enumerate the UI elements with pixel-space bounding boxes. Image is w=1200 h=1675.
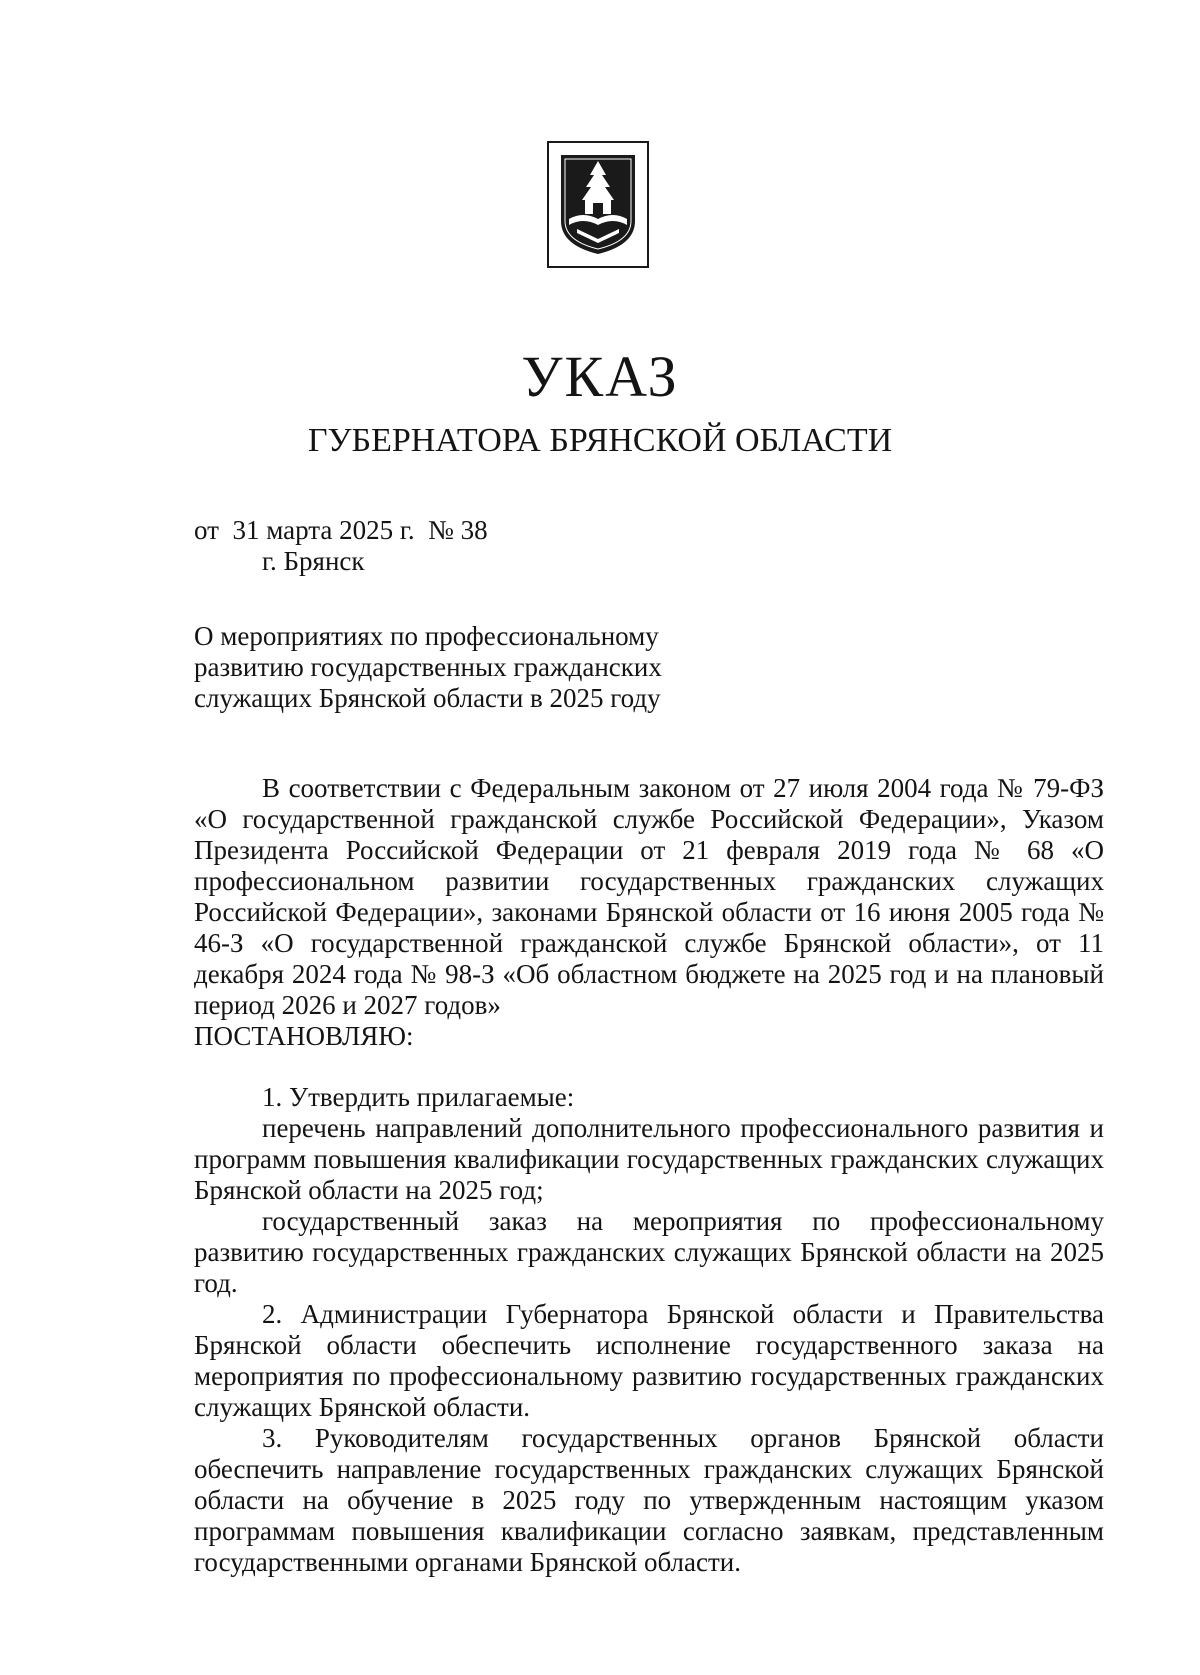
- item-paragraph: 1. Утвердить прилагаемые:: [262, 1082, 575, 1112]
- document-title: УКАЗ: [521, 344, 679, 409]
- preamble-paragraph: В соответствии с Федеральным законом от 27 июля 2004 года № 79-ФЗ «О государственной гражданской службе Российской Федерации», Указом Президента Российской Федерации от 21 февраля 2019 года № 68 «О профессиональном развитии государственных гражданских служащих Российской Федерации», законами Брянской области от 16 июня 2005 года № 46-З «О государственной гражданской службе Брянской области», от 11 декабря 2024 года № 98-З «Об областном бюджете на 2025 год и на плановый период 2026 и 2027 годов»: [194, 773, 1104, 1020]
- document-number: № 38: [428, 515, 488, 545]
- item-paragraph: 3. Руководителям государственных органов Брянской области обеспечить направление государственных гражданских служащих Брянской области на обучение в 2025 году по утвержденным настоящим указом программам повышения квалификации согласно заявкам, представленным государственными органами Брянской области.: [194, 1423, 1104, 1577]
- item-paragraph: государственный заказ на мероприятия по профессиональному развитию государственных гражданских служащих Брянской области на 2025 год.: [194, 1206, 1104, 1298]
- document-date-line: [194, 517, 488, 544]
- subject-line: О мероприятиях по профессиональному: [194, 621, 659, 651]
- subject-line: развитию государственных гражданских: [194, 652, 662, 682]
- coat-of-arms-icon: [559, 153, 637, 256]
- subject-line: служащих Брянской области в 2025 году: [194, 683, 661, 713]
- item-paragraph: перечень направлений дополнительного профессионального развития и программ повышения квалификации государственных гражданских служащих Брянской области на 2025 год;: [194, 1113, 1104, 1205]
- decree-word: ПОСТАНОВЛЯЮ:: [194, 1021, 414, 1051]
- document-subject: [194, 621, 662, 714]
- document-date: 31 марта 2025 г.: [232, 515, 415, 545]
- document-body: [194, 773, 1104, 1578]
- document-subtitle: ГУБЕРНАТОРА БРЯНСКОЙ ОБЛАСТИ: [307, 422, 893, 459]
- coat-of-arms-emblem: [547, 141, 649, 268]
- document-city: г. Брянск: [262, 546, 365, 576]
- date-prefix: от: [194, 515, 219, 545]
- item-paragraph: 2. Администрации Губернатора Брянской области и Правительства Брянской области обеспечить исполнение государственного заказа на мероприятия по профессиональному развитию государственных гражданских служащих Брянской области.: [194, 1299, 1104, 1422]
